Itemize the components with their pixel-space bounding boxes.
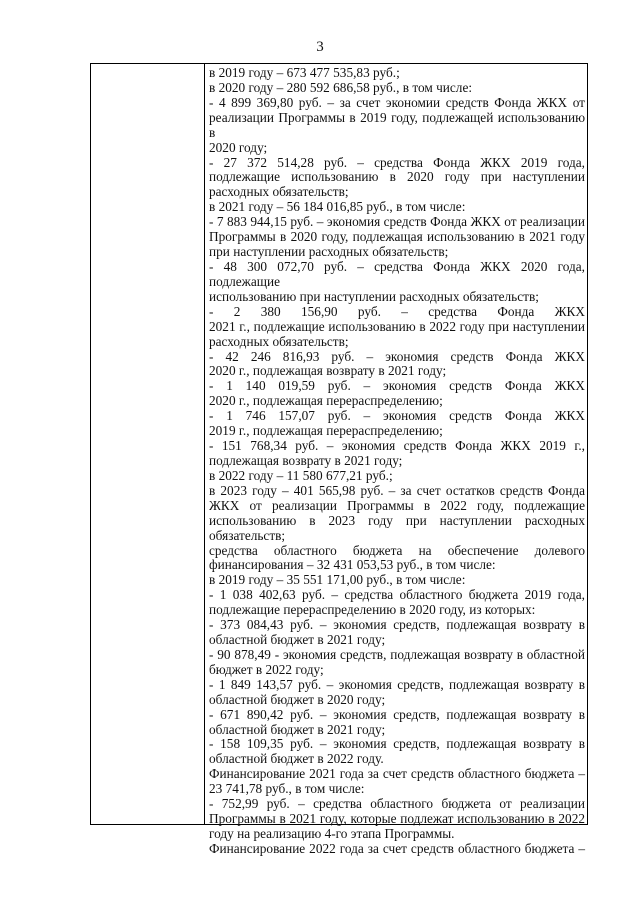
text-line: - 7 883 944,15 руб. – экономия средств Фонда ЖКХ от реализации [209,214,585,230]
text-line: - 27 372 514,28 руб. – средства Фонда ЖКХ 2019 года, [209,154,585,170]
text-line: областной бюджет в 2021 году; [209,632,386,648]
text-line: в 2019 году – 673 477 535,83 руб.; [209,65,400,80]
text-line: 2019 г., подлежащая перераспределению; [209,423,443,439]
document-table [90,63,588,856]
text-line: - 90 878,49 - экономия средств, подлежащая возврату в областной [209,646,585,662]
text-line: - 158 109,35 руб. – экономия средств, подлежащая возврату в [209,736,585,752]
text-line: ЖКХ от реализации Программы в 2022 году, подлежащие [209,497,585,513]
text-line: при наступлении расходных обязательств; [209,244,449,260]
text-line: в 2019 году – 35 551 171,00 руб., в том числе: [209,572,466,588]
table-right-column [209,66,585,857]
text-line: использованию при наступлении расходных обязательств; [209,288,539,304]
text-line: - 1 140 019,59 руб. – экономия средств Фонда ЖКХ [209,378,585,394]
text-line: реализации Программы в 2019 году, подлежащей использованию в [209,109,585,140]
table-left-column [91,64,205,824]
text-line: подлежащие использованию в 2020 году при наступлении [209,169,585,185]
text-line: 2020 году; [209,139,268,155]
text-line: использованию в 2023 году при наступлении расходных [209,512,585,528]
text-line: в 2021 году – 56 184 016,85 руб., в том числе: [209,199,466,215]
text-line: в 2023 году – 401 565,98 руб. – за счет остатков средств Фонда [209,482,585,498]
text-line: Финансирование 2021 года за счет средств областного бюджета – [209,766,585,782]
text-line: подлежащие перераспределению в 2020 году, из которых: [209,602,536,618]
text-line: - 4 899 369,80 руб. – за счет экономии средств Фонда ЖКХ от [209,94,585,110]
text-line: - 752,99 руб. – средства областного бюджета от реализации [209,796,585,812]
text-line: Программы в 2020 году, подлежащая использованию в 2021 году [209,229,585,245]
text-line: - 671 890,42 руб. – экономия средств, подлежащая возврату в [209,706,585,722]
text-line: бюджет в 2022 году; [209,661,324,677]
text-line: - 48 300 072,70 руб. – средства Фонда ЖКХ 2020 года, подлежащие [209,258,585,289]
page-number: 3 [316,39,324,55]
text-line: - 42 246 816,93 руб. – экономия средств Фонда ЖКХ [209,348,585,364]
text-line: расходных обязательств; [209,333,349,349]
text-line: средства областного бюджета на обеспечение долевого [209,542,585,558]
text-line: 2020 г., подлежащая перераспределению; [209,393,443,409]
text-line: - 1 849 143,57 руб. – экономия средств, подлежащая возврату в [209,676,585,692]
text-line: - 1 746 157,07 руб. – экономия средств Фонда ЖКХ [209,408,585,424]
text-line: 2021 г., подлежащие использованию в 2022 году при наступлении [209,318,585,334]
text-line: - 373 084,43 руб. – экономия средств, подлежащая возврату в [209,617,585,633]
text-line: году на реализацию 4-го этапа Программы. [209,826,455,842]
text-line: в 2022 году – 11 580 677,21 руб.; [209,467,393,483]
text-line: Программы в 2021 году, которые подлежат использованию в 2022 [209,811,585,827]
text-line: Финансирование 2022 года за счет средств областного бюджета – [209,840,585,856]
text-line: 2020 г., подлежащая возврату в 2021 году; [209,363,447,379]
text-line: - 2 380 156,90 руб. – средства Фонда ЖКХ [209,303,585,319]
text-line: областной бюджет в 2020 году; [209,691,386,707]
text-line: областной бюджет в 2021 году; [209,721,386,737]
text-line: обязательств; [209,527,286,543]
text-line: областной бюджет в 2022 году. [209,751,384,767]
text-line: - 151 768,34 руб. – экономия средств Фонда ЖКХ 2019 г., [209,438,585,454]
text-line: - 1 038 402,63 руб. – средства областного бюджета 2019 года, [209,587,585,603]
text-line: 23 741,78 руб., в том числе: [209,781,365,797]
text-line: финансирования – 32 431 053,53 руб., в том числе: [209,557,496,573]
text-line: в 2020 году – 280 592 686,58 руб., в том числе: [209,79,473,95]
text-line: расходных обязательств; [209,184,349,200]
text-line: подлежащая возврату в 2021 году; [209,452,403,468]
